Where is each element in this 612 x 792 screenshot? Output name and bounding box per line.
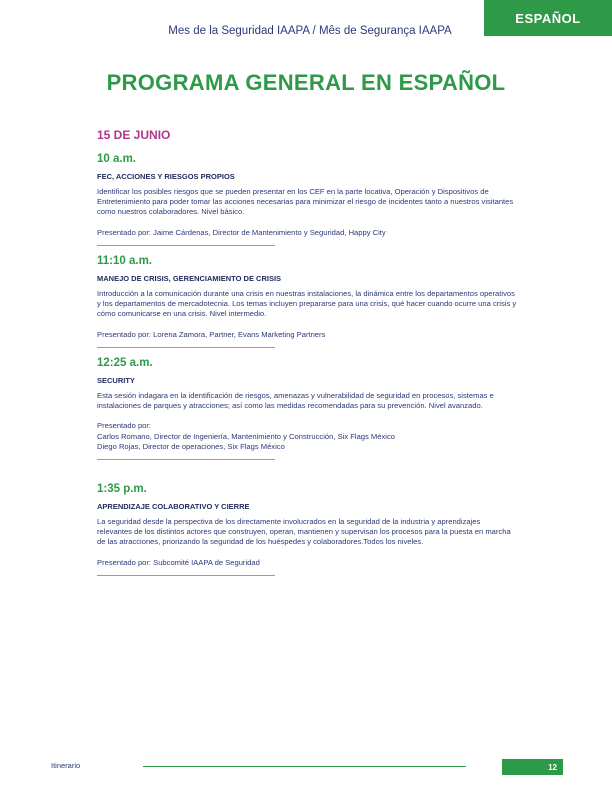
session-description: Esta sesión indagara en la identificación de riesgos, amenazas y vulnerabilidad de seguridad en procesos, sistemas e instalaciones de parques y atracciones; así como las medidas recomendadas para su prevención. Nivel avanzado. <box>97 391 494 411</box>
page-title: PROGRAMA GENERAL EN ESPAÑOL <box>106 70 506 95</box>
session-time: 11:10 a.m. <box>97 255 152 267</box>
session-description: Introducción a la comunicación durante una crisis en nuestras instalaciones, la dinámica entre los departamentos operativos y los departamentos de mercadotecnia. Los temas incluyen prepararse para una crisis, qué hacer cuando ocurre una crisis y cómo comunicarse en una crisis. Nivel intermedio. <box>97 289 517 319</box>
session-presenter: Presentado por: Lorena Zamora, Partner, Evans Marketing Partners <box>97 329 326 339</box>
session-block <box>97 255 517 348</box>
session-presenter: Diego Rojas, Director de operaciones, Six Flags México <box>97 441 285 451</box>
language-tab: ESPAÑOL <box>484 0 612 36</box>
header-title: Mes de la Seguridad IAAPA / Mês de Segurança IAAPA <box>168 25 452 37</box>
session-block <box>97 357 517 460</box>
session-description: La seguridad desde la perspectiva de los directamente involucrados en la seguridad de la industria y aprendizajes relevantes de los distintos actores que construyen, operan, mantienen y supervisan los procesos para la puesta en marcha de las atracciones, priorizando la seguridad de los huéspedes y colaboradores.Todos los niveles. <box>97 517 511 547</box>
session-divider <box>97 575 275 576</box>
session-presenter: Presentado por: Jaime Cárdenas, Director de Mantenimiento y Seguridad, Happy City <box>97 227 386 237</box>
page-number: 12 <box>502 759 563 775</box>
session-presenter-heading: Presentado por: <box>97 421 152 431</box>
session-presenter: Presentado por: Subcomité IAAPA de Seguridad <box>97 557 260 567</box>
session-time: 12:25 a.m. <box>97 357 153 369</box>
session-divider <box>97 245 275 246</box>
footer-label: Itinerario <box>51 761 81 770</box>
session-title: MANEJO DE CRISIS, GERENCIAMIENTO DE CRISIS <box>97 274 282 283</box>
session-divider <box>97 347 275 348</box>
session-time: 10 a.m. <box>97 153 136 165</box>
session-title: SECURITY <box>97 376 135 385</box>
session-block <box>97 483 517 576</box>
session-title: APRENDIZAJE COLABORATIVO Y CIERRE <box>97 502 250 511</box>
session-presenter: Carlos Romano, Director de Ingeniería, Mantenimiento y Construcción, Six Flags México <box>97 431 395 441</box>
session-title: FEC, ACCIONES Y RIESGOS PROPIOS <box>97 172 235 181</box>
footer-divider <box>143 766 466 767</box>
session-description: Identificar los posibles riesgos que se pueden presentar en los CEF en la parte locativa, Operación y Dispositivos de Entretenimiento para poder tomar las acciones necesarias para minimizar el riesgo de incidentes tanto a nuestros visitantes como nuestros colaboradores. Nivel básico. <box>97 187 514 217</box>
program-date: 15 DE JUNIO <box>97 128 171 142</box>
session-block <box>97 153 517 246</box>
session-time: 1:35 p.m. <box>97 483 147 495</box>
session-divider <box>97 459 275 460</box>
